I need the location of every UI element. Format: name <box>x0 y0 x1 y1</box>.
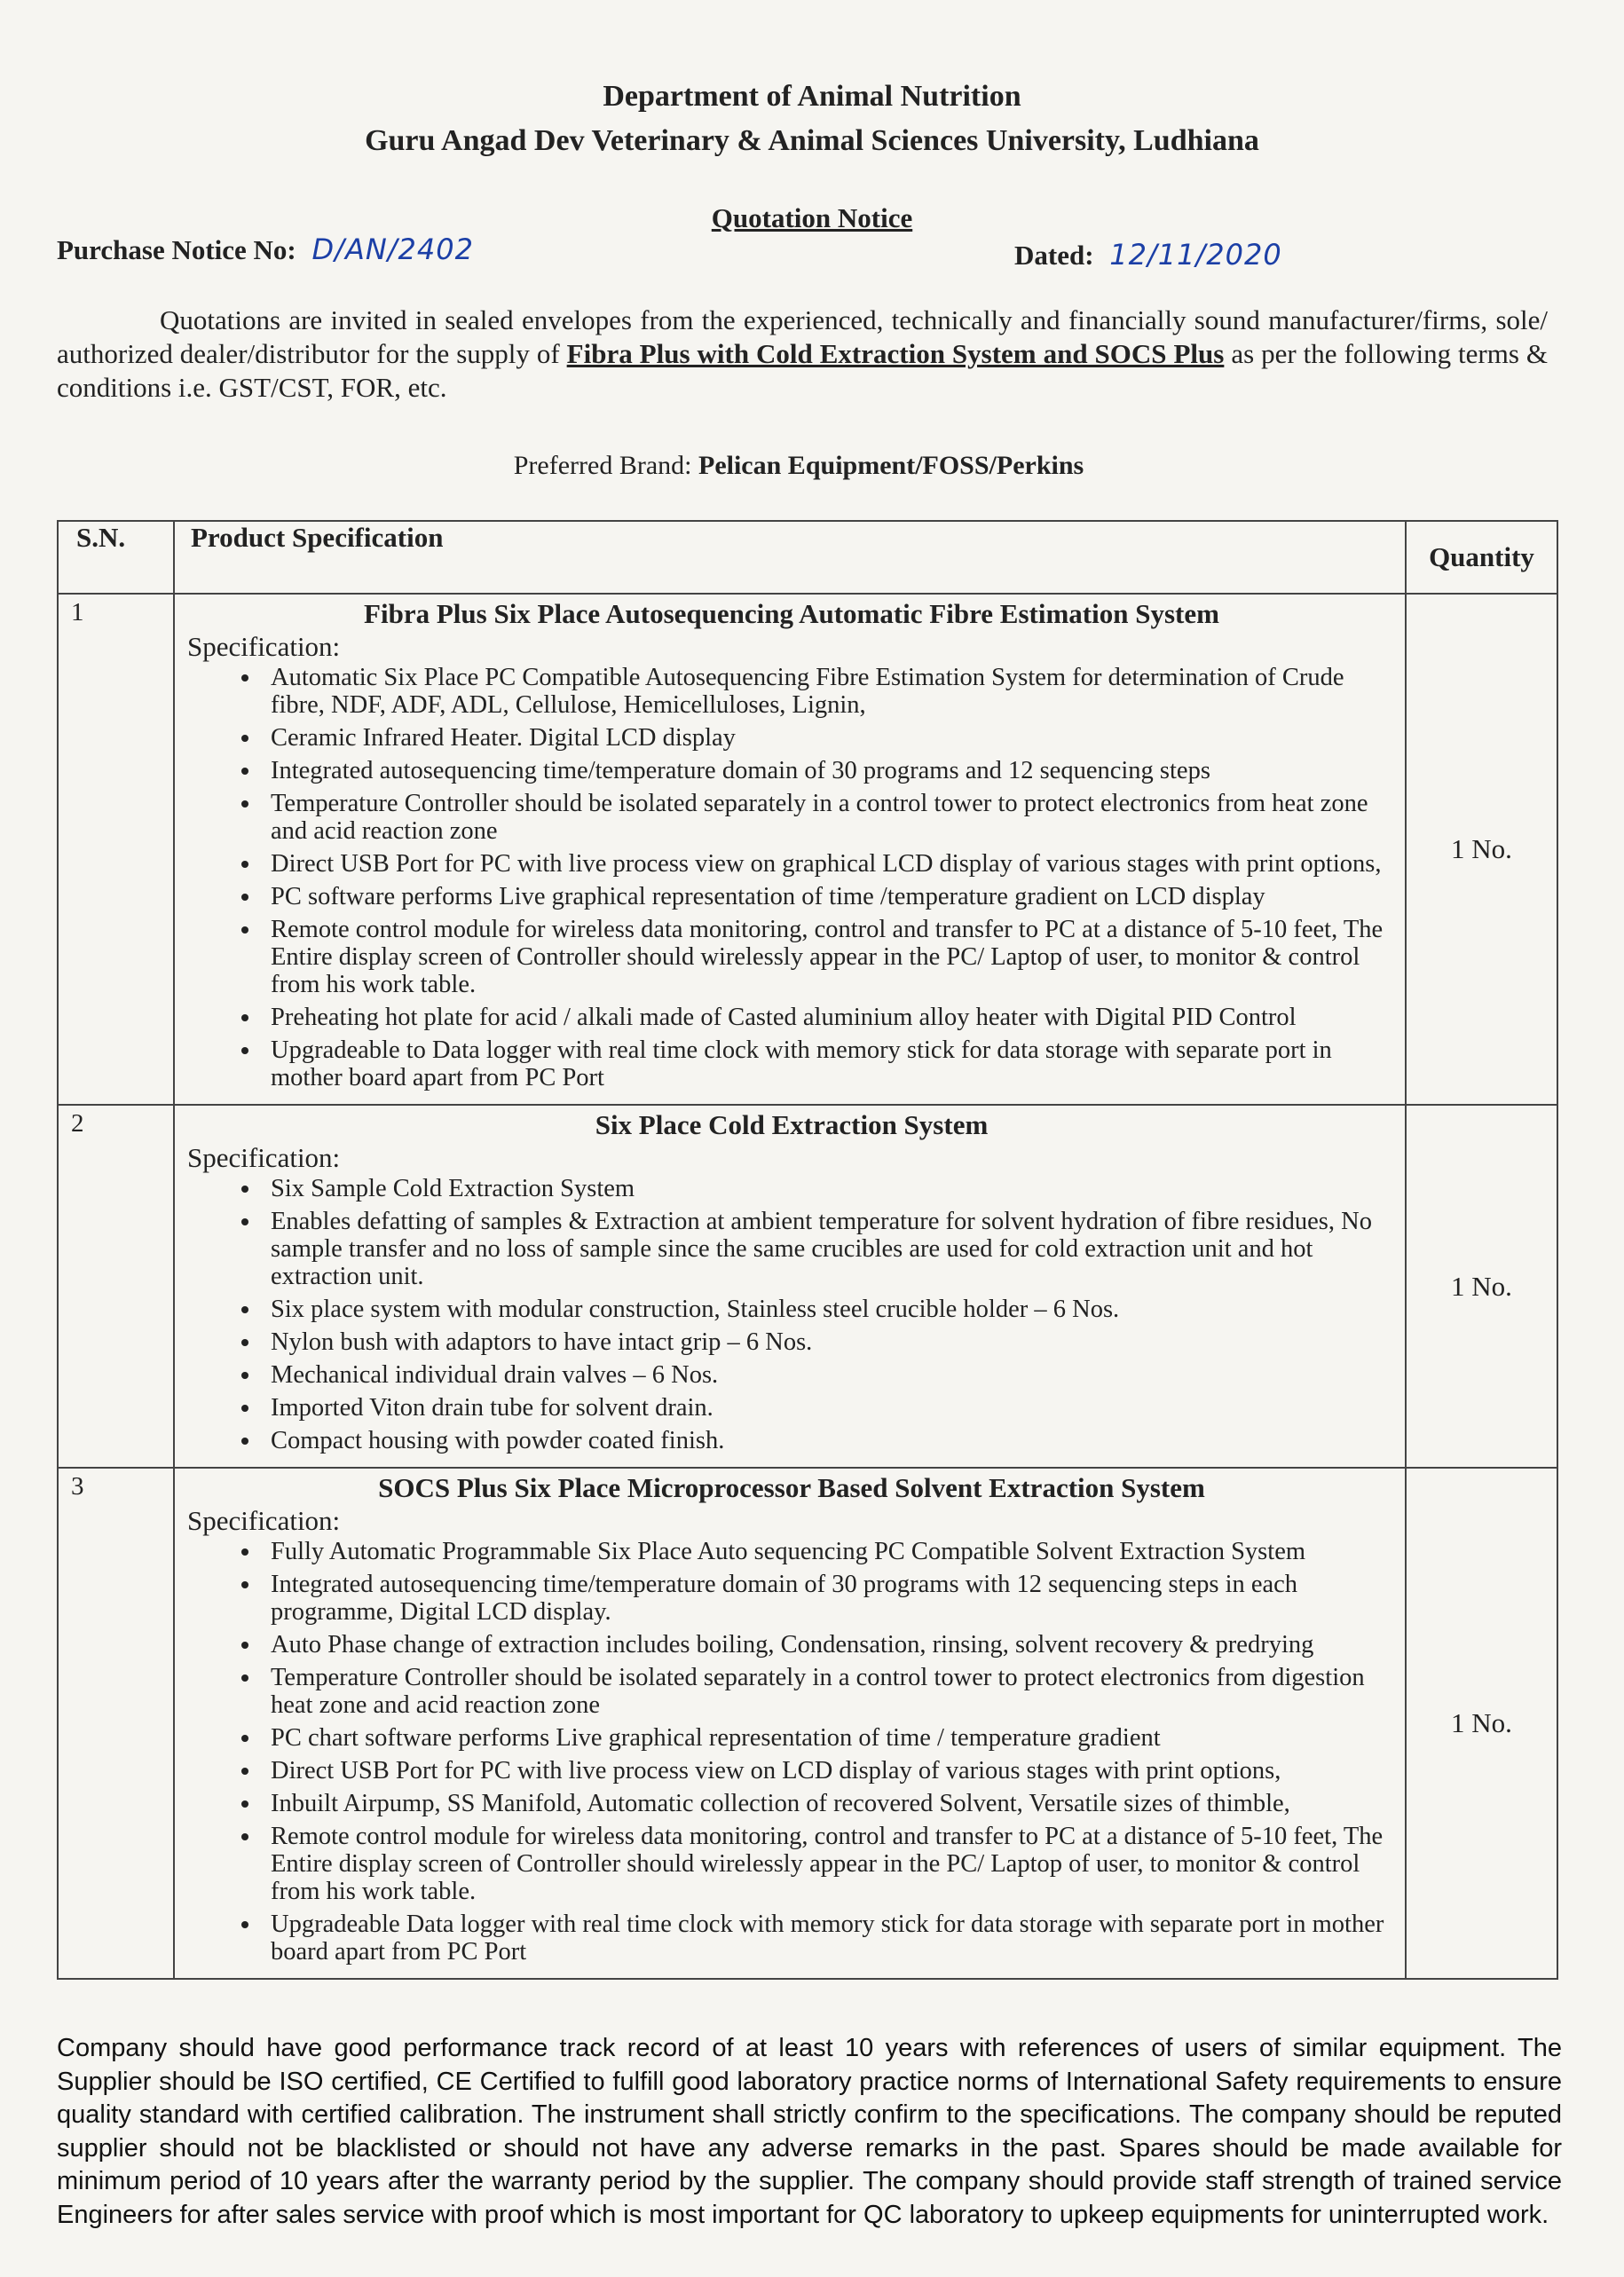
specification-table <box>57 520 1558 1980</box>
header-qty: Quantity <box>1406 521 1557 594</box>
table-row <box>58 1105 1557 1468</box>
list-item: • PC software performs Live graphical representation of time /temperature gradient on LCD display <box>262 883 1396 910</box>
row-quantity: 1 No. <box>1406 1105 1557 1468</box>
row-sn: 3 <box>58 1468 174 1979</box>
row-sn: 1 <box>58 594 174 1105</box>
list-item: • Preheating hot plate for acid / alkali made of Casted aluminium alloy heater with Digital PID Control <box>262 1004 1396 1031</box>
row-quantity: 1 No. <box>1406 1468 1557 1979</box>
list-item: • Ceramic Infrared Heater. Digital LCD display <box>262 724 1396 752</box>
specification-label: Specification: <box>187 631 341 662</box>
row-specification <box>174 1105 1406 1468</box>
list-item: • Nylon bush with adaptors to have intact grip – 6 Nos. <box>262 1328 1396 1356</box>
list-item: • PC chart software performs Live graphical representation of time / temperature gradient <box>262 1724 1396 1752</box>
intro-text-end: as per the following terms & conditions i.e. GST/CST, FOR, etc. <box>57 338 1548 403</box>
row-specification <box>174 594 1406 1105</box>
preferred-brand-value: Pelican Equipment/FOSS/Perkins <box>698 451 1084 480</box>
intro-highlight: Fibra Plus with Cold Extraction System and SOCS Plus <box>566 338 1225 369</box>
list-item: • Enables defatting of samples & Extraction at ambient temperature for solvent hydration of fibre residues, No sample transfer and no loss of sample since the same crucibles are used for cold extraction unit and hot extraction unit. <box>262 1208 1396 1290</box>
purchase-notice-number: D/AN/2402 <box>311 232 474 266</box>
university-heading: Guru Angad Dev Veterinary & Animal Sciences University, Ludhiana <box>365 124 1259 157</box>
product-title: Fibra Plus Six Place Autosequencing Automatic Fibre Estimation System <box>364 598 1219 629</box>
specification-list <box>187 1175 1396 1454</box>
intro-text-start: Quotations are invited in sealed envelopes from the experienced, technically and financially sound manufacturer/firms, sole/ authorized dealer/distributor for the supply of <box>57 304 1548 369</box>
table-header-row <box>58 521 1557 594</box>
preferred-brand-label: Preferred Brand: <box>513 451 692 480</box>
row-sn: 2 <box>58 1105 174 1468</box>
notice-title: Quotation Notice <box>711 202 913 233</box>
list-item: • Integrated autosequencing time/temperature domain of 30 programs with 12 sequencing steps in each programme, Digital LCD display. <box>262 1571 1396 1626</box>
table-row <box>58 594 1557 1105</box>
list-item: • Direct USB Port for PC with live process view on LCD display of various stages with print options, <box>262 1757 1396 1785</box>
list-item: • Compact housing with powder coated finish. <box>262 1427 1396 1454</box>
table-row <box>58 1468 1557 1979</box>
list-item: • Six Sample Cold Extraction System <box>262 1175 1396 1202</box>
preferred-brand <box>0 451 1597 481</box>
specification-list <box>187 1538 1396 1966</box>
list-item: • Six place system with modular construction, Stainless steel crucible holder – 6 Nos. <box>262 1296 1396 1323</box>
row-specification <box>174 1468 1406 1979</box>
intro-paragraph <box>57 303 1548 405</box>
list-item: • Upgradeable Data logger with real time clock with memory stick for data storage with separate port in mother board apart from PC Port <box>262 1911 1396 1966</box>
list-item: • Automatic Six Place PC Compatible Autosequencing Fibre Estimation System for determination of Crude fibre, NDF, ADF, ADL, Cellulose, Hemicelluloses, Lignin, <box>262 664 1396 719</box>
list-item: • Mechanical individual drain valves – 6 Nos. <box>262 1361 1396 1389</box>
list-item: • Inbuilt Airpump, SS Manifold, Automatic collection of recovered Solvent, Versatile sizes of thimble, <box>262 1790 1396 1817</box>
department-heading: Department of Animal Nutrition <box>603 80 1021 113</box>
dated-line <box>1014 238 1282 272</box>
list-item: • Imported Viton drain tube for solvent drain. <box>262 1394 1396 1422</box>
purchase-notice-line <box>57 232 474 266</box>
product-title: Six Place Cold Extraction System <box>595 1109 989 1140</box>
list-item: • Auto Phase change of extraction includes boiling, Condensation, rinsing, solvent recovery & predrying <box>262 1631 1396 1659</box>
specification-list <box>187 664 1396 1091</box>
dated-value: 12/11/2020 <box>1109 238 1282 272</box>
list-item: • Direct USB Port for PC with live process view on graphical LCD display of various stages with print options, <box>262 850 1396 878</box>
list-item: • Fully Automatic Programmable Six Place Auto sequencing PC Compatible Solvent Extraction System <box>262 1538 1396 1565</box>
header-spec: Product Specification <box>174 521 1406 594</box>
purchase-notice-label: Purchase Notice No: <box>57 234 296 265</box>
header-sn: S.N. <box>58 521 174 594</box>
list-item: • Temperature Controller should be isolated separately in a control tower to protect electronics from heat zone and acid reaction zone <box>262 790 1396 845</box>
dated-label: Dated: <box>1014 240 1094 271</box>
product-title: SOCS Plus Six Place Microprocessor Based Solvent Extraction System <box>378 1472 1205 1503</box>
specification-label: Specification: <box>187 1505 341 1536</box>
list-item: • Remote control module for wireless data monitoring, control and transfer to PC at a distance of 5-10 feet, The Entire display screen of Controller should wirelessly appear in the PC/ Laptop of user, to monitor & control from his work table. <box>262 916 1396 998</box>
terms-paragraph: Company should have good performance track record of at least 10 years with references of users of similar equipment. The Supplier should be ISO certified, CE Certified to fulfill good laboratory practice norms of International Safety requirements to ensure quality standard with certified calibration. The instrument shall strictly confirm to the specifications. The company should be reputed supplier should not be blacklisted or should not have any adverse remarks in the past. Spares should be made available for minimum period of 10 years after the warranty period by the supplier. The company should provide staff strength of trained service Engineers for after sales service with proof which is most important for QC laboratory to upkeep equipments for uninterrupted work. <box>57 2034 1562 2229</box>
row-quantity: 1 No. <box>1406 594 1557 1105</box>
list-item: • Upgradeable to Data logger with real time clock with memory stick for data storage with separate port in mother board apart from PC Port <box>262 1036 1396 1091</box>
list-item: • Temperature Controller should be isolated separately in a control tower to protect electronics from digestion heat zone and acid reaction zone <box>262 1664 1396 1719</box>
specification-label: Specification: <box>187 1142 341 1173</box>
list-item: • Remote control module for wireless data monitoring, control and transfer to PC at a distance of 5-10 feet, The Entire display screen of Controller should wirelessly appear in the PC/ Laptop of user, to monitor & control from his work table. <box>262 1823 1396 1905</box>
list-item: • Integrated autosequencing time/temperature domain of 30 programs and 12 sequencing steps <box>262 757 1396 784</box>
